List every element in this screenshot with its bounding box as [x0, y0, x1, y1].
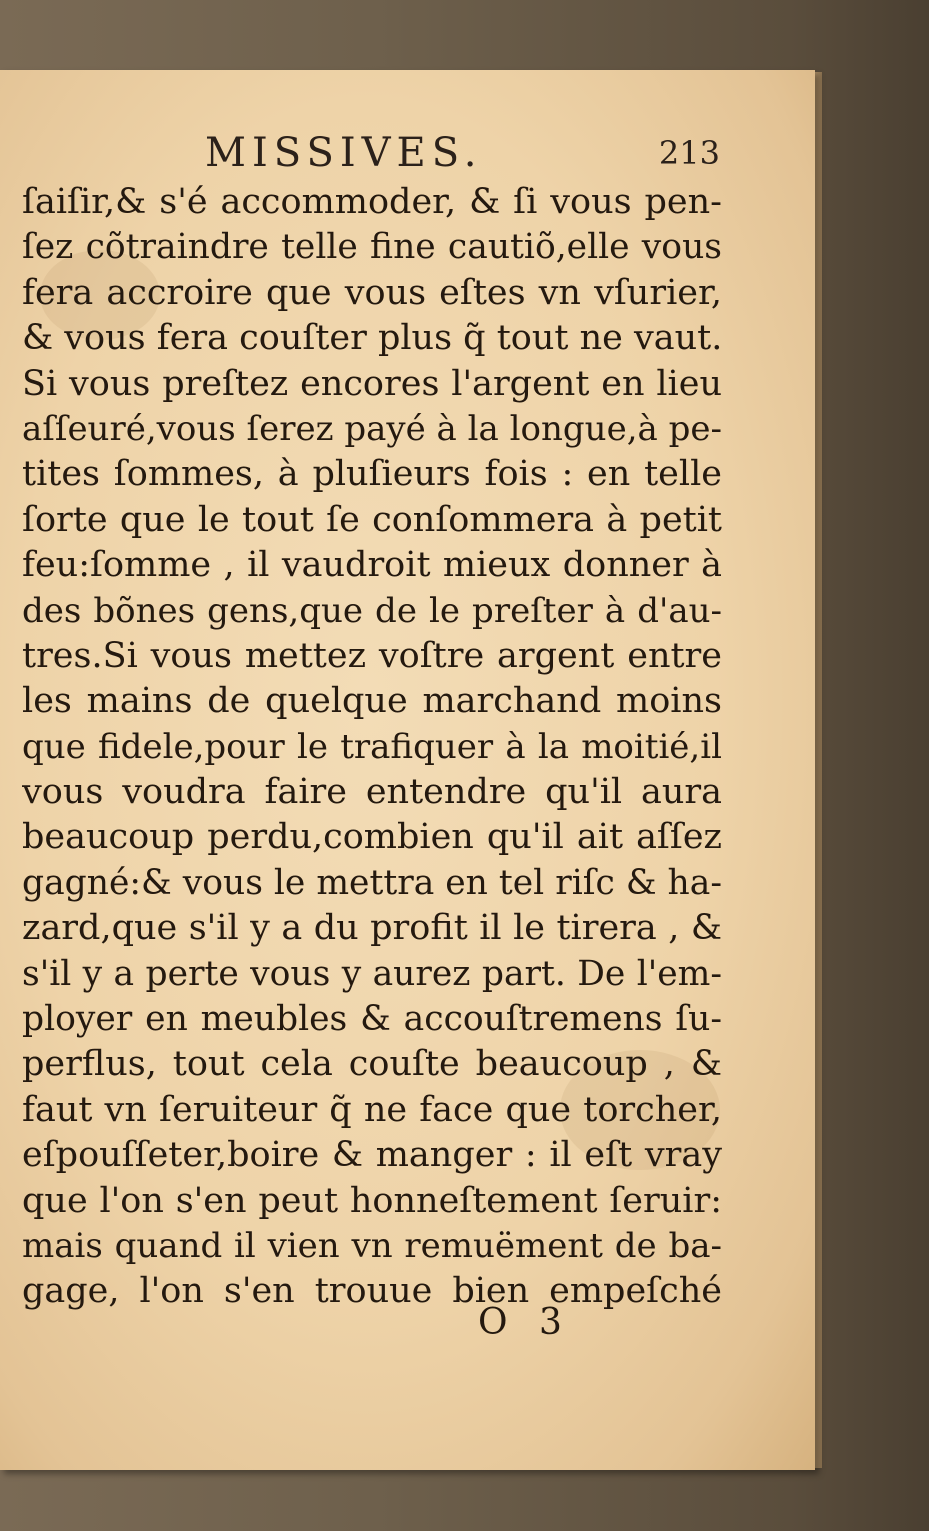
text-line: vous voudra faire entendre qu'il aura — [22, 772, 722, 813]
text-line: ſorte que le tout ſe conſommera à petit — [22, 499, 722, 540]
text-line: beaucoup perdu,combien qu'il ait aſſez — [22, 817, 722, 858]
page-header — [205, 130, 720, 178]
text-line: eſpouſſeter,boire & manger : il eſt vray — [22, 1135, 722, 1176]
text-line: tres.Si vous mettez voſtre argent entre — [22, 635, 722, 676]
text-line: les mains de quelque marchand moins — [22, 681, 722, 722]
body-text — [22, 180, 722, 1315]
text-line: gagné:& vous le mettra en tel riſc & ha- — [22, 862, 722, 903]
running-title: MISSIVES. — [205, 130, 483, 176]
text-line: perflus, tout cela couſte beaucoup , & — [22, 1044, 722, 1085]
text-line: feu:ſomme , il vaudroit mieux donner à — [22, 545, 722, 586]
text-line: que l'on s'en peut honneſtement ſeruir: — [22, 1180, 722, 1221]
text-line: zard,que s'il y a du profit il le tirera , & — [22, 908, 722, 949]
text-line: des bõnes gens,que de le preſter à d'au- — [22, 590, 722, 631]
text-line: mais quand il vien vn remuëment de ba- — [22, 1225, 722, 1266]
text-line: ſez cõtraindre telle fine cautiõ,elle vous — [22, 227, 722, 268]
text-line: tites ſommes, à pluſieurs fois : en telle — [22, 454, 722, 495]
text-line: ſaiſir,& s'é accommoder, & ſi vous pen- — [22, 182, 722, 222]
text-line: gage, l'on s'en trouue bien empeſché — [22, 1271, 722, 1312]
text-line: aſſeuré,vous ſerez payé à la longue,à pe- — [22, 408, 722, 449]
text-line: fera accroire que vous eſtes vn vſurier, — [22, 272, 722, 313]
text-line: que fidele,pour le trafiquer à la moitié,il — [22, 726, 722, 767]
text-line: ployer en meubles & accouſtremens ſu- — [22, 999, 722, 1040]
page-number: 213 — [658, 134, 720, 172]
text-line: faut vn ſeruiteur q̃ ne face que torcher, — [22, 1089, 722, 1130]
signature-mark: O 3 — [478, 1302, 572, 1343]
text-line: & vous fera couſter plus q̃ tout ne vaut. — [22, 318, 722, 359]
text-line: s'il y a perte vous y aurez part. De l'em- — [22, 953, 722, 994]
text-line: Si vous preſtez encores l'argent en lieu — [22, 363, 722, 404]
